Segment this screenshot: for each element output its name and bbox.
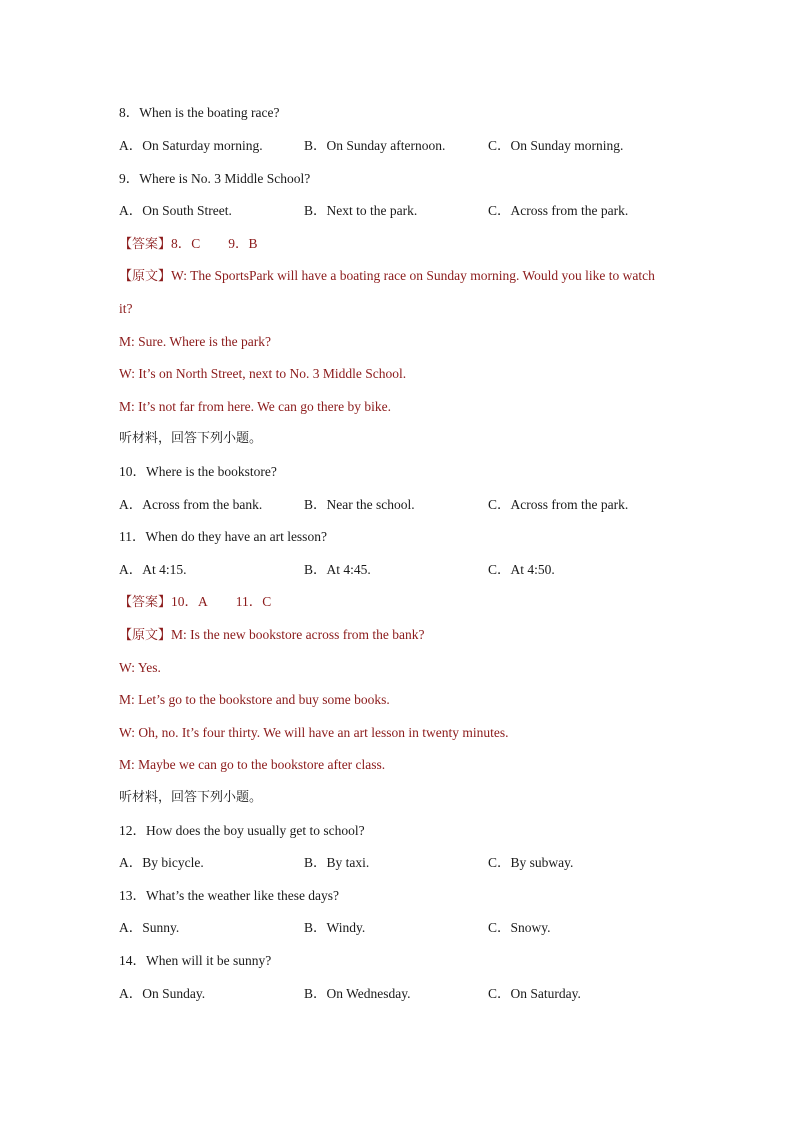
- q12-option-c: C．By subway.: [488, 855, 574, 870]
- instruction-2: 听材料，回答下列小题。: [119, 431, 263, 446]
- answer-line-2: [119, 593, 271, 612]
- q8-option-c: C．On Sunday morning.: [488, 138, 624, 153]
- q9-option-b: B．Next to the park.: [304, 203, 418, 218]
- q11-option-b: B．At 4:45.: [304, 562, 371, 577]
- answer-tag: 【答案】: [119, 595, 172, 610]
- question-13: 13．What’s the weather like these days?: [119, 888, 340, 903]
- transcript-1-line-1: [119, 267, 655, 286]
- q13-option-a: A．Sunny.: [119, 920, 180, 935]
- transcript-2-line-5: M: Maybe we can go to the bookstore after class.: [119, 757, 386, 772]
- q12-option-b: B．By taxi.: [304, 855, 370, 870]
- transcript-tag: 【原文】: [119, 628, 172, 643]
- q8-option-b: B．On Sunday afternoon.: [304, 138, 446, 153]
- answer-line-1: [119, 235, 258, 254]
- q10-option-c: C．Across from the park.: [488, 497, 629, 512]
- q14-option-c: C．On Saturday.: [488, 986, 581, 1001]
- answer-9: 9．B: [228, 236, 258, 251]
- answer-8: 8．C: [171, 236, 201, 251]
- q14-option-b: B．On Wednesday.: [304, 986, 411, 1001]
- q9-option-a: A．On South Street.: [119, 203, 232, 218]
- answer-10: 10．A: [171, 594, 208, 609]
- q11-option-c: C．At 4:50.: [488, 562, 555, 577]
- transcript-2-line-3: M: Let’s go to the bookstore and buy some books.: [119, 692, 390, 707]
- answer-tag: 【答案】: [119, 237, 172, 252]
- transcript-text: M: Is the new bookstore across from the bank?: [171, 627, 425, 642]
- transcript-1-line-3: M: Sure. Where is the park?: [119, 334, 271, 349]
- question-12: 12．How does the boy usually get to school?: [119, 823, 365, 838]
- q8-option-a: A．On Saturday morning.: [119, 138, 263, 153]
- answer-11: 11．C: [235, 594, 272, 609]
- q10-option-a: A．Across from the bank.: [119, 497, 263, 512]
- question-9: 9．Where is No. 3 Middle School?: [119, 171, 311, 186]
- question-11: 11．When do they have an art lesson?: [119, 529, 327, 544]
- q12-option-a: A．By bicycle.: [119, 855, 204, 870]
- question-14: 14．When will it be sunny?: [119, 953, 272, 968]
- q9-option-c: C．Across from the park.: [488, 203, 629, 218]
- q11-option-a: A．At 4:15.: [119, 562, 187, 577]
- transcript-1-line-5: M: It’s not far from here. We can go there by bike.: [119, 399, 391, 414]
- question-10: 10．Where is the bookstore?: [119, 464, 277, 479]
- transcript-2-line-4: W: Oh, no. It’s four thirty. We will have an art lesson in twenty minutes.: [119, 725, 509, 740]
- q13-option-b: B．Windy.: [304, 920, 366, 935]
- transcript-text: W: The SportsPark will have a boating race on Sunday morning. Would you like to watch: [171, 268, 655, 283]
- transcript-2-line-2: W: Yes.: [119, 660, 161, 675]
- q10-option-b: B．Near the school.: [304, 497, 415, 512]
- transcript-2-line-1: [119, 626, 424, 645]
- transcript-1-line-2: it?: [119, 301, 133, 316]
- q13-option-c: C．Snowy.: [488, 920, 551, 935]
- instruction-3: 听材料，回答下列小题。: [119, 790, 263, 805]
- q14-option-a: A．On Sunday.: [119, 986, 206, 1001]
- transcript-tag: 【原文】: [119, 269, 172, 284]
- question-8: 8．When is the boating race?: [119, 105, 280, 120]
- transcript-1-line-4: W: It’s on North Street, next to No. 3 Middle School.: [119, 366, 407, 381]
